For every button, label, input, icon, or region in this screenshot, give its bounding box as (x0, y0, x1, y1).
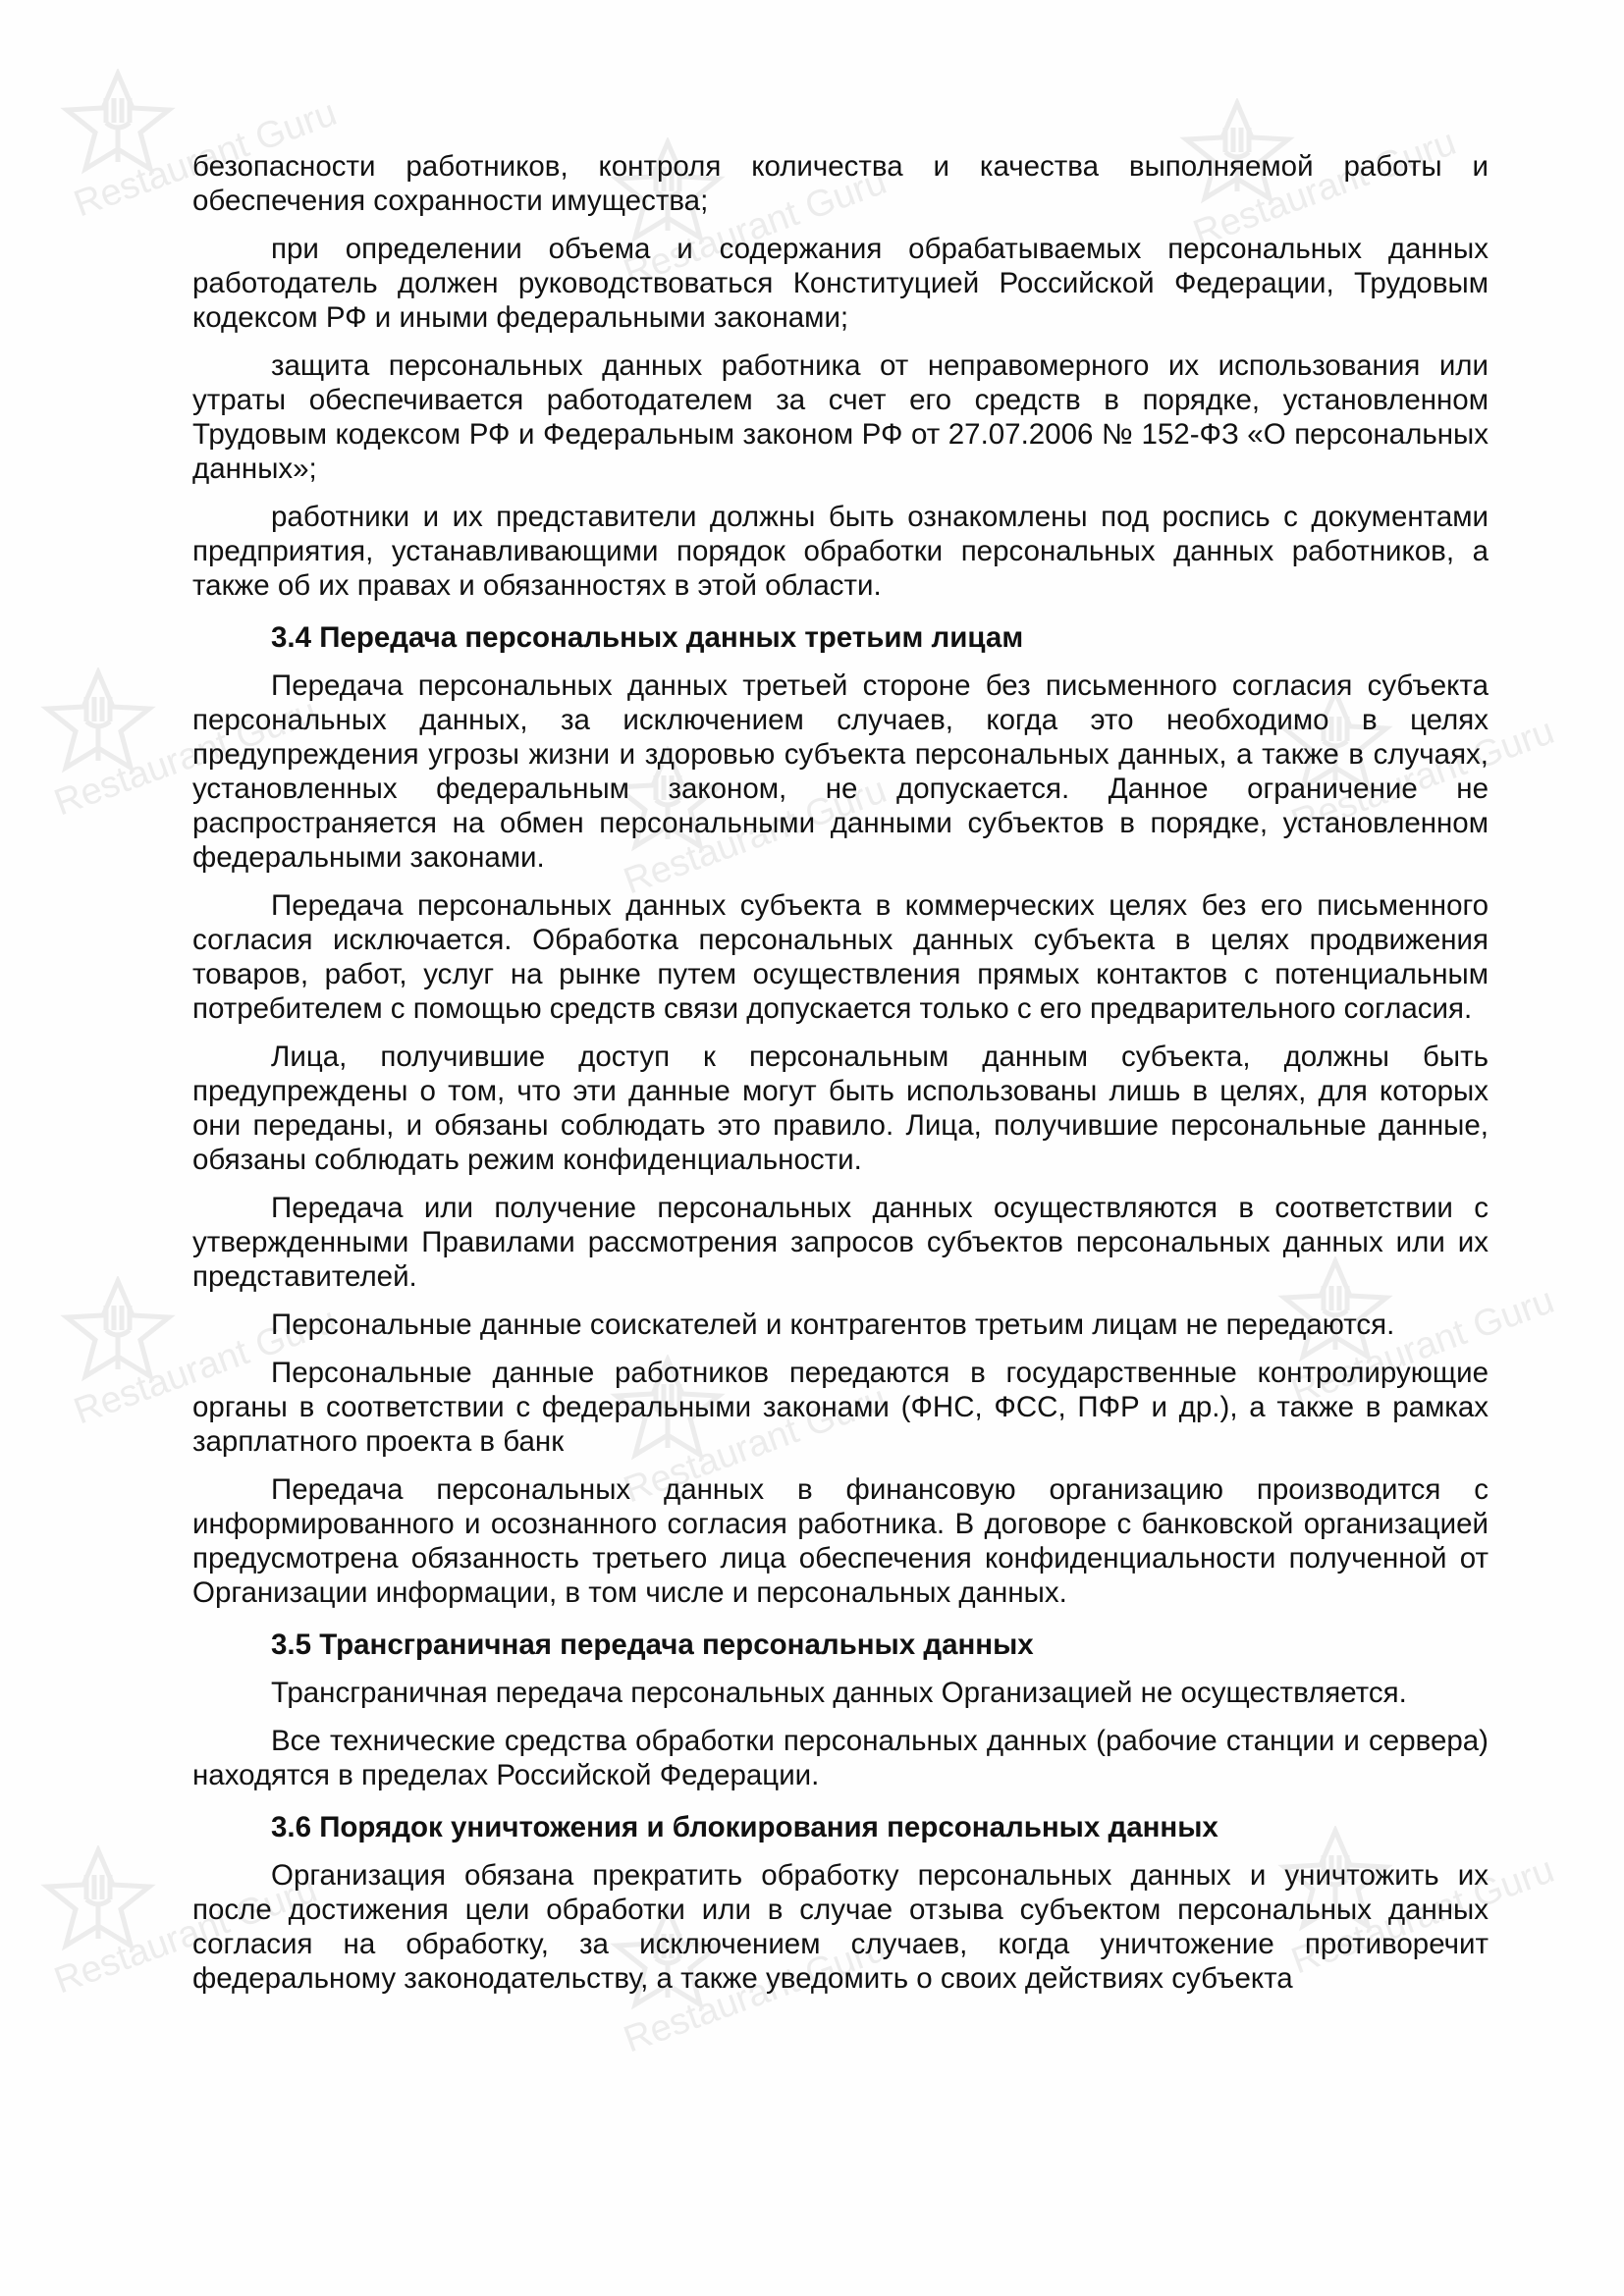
watermark-text: Restaurant Guru (1188, 121, 1462, 255)
watermark-text: Restaurant Guru (49, 690, 323, 825)
watermark-text: Restaurant Guru (1286, 710, 1560, 844)
paragraph: работники и их представители должны быть ознакомлены под роспись с документами предприятия, устанавливающими порядок обработки персональных данных работников, а также об их правах и обязанностях в этой области. (192, 501, 1489, 602)
section-heading-3-4: 3.4 Передача персональных данных третьим лицам (271, 621, 1024, 654)
watermark-text: Restaurant Guru (1286, 1279, 1560, 1414)
watermark-text: Restaurant Guru (69, 1299, 343, 1433)
watermark-text: Restaurant Guru (1286, 1848, 1560, 1983)
paragraph: Передача персональных данных субъекта в коммерческих целях без его письменного согласия исключается. Обработка персональных данных субъекта в целях продвижения товаров, работ, услуг на рынке путем осуществления прямых контактов с потенциальным потребителем с помощью средств связи допускается только с его предварительного согласия. (192, 889, 1489, 1025)
paragraph: Организация обязана прекратить обработку персональных данных и уничтожить их после достижения цели обработки или в случае отзыва субъектом персональных данных согласия на обработку, за исключением случаев, когда уничтожение противоречит федеральному законодательству, а также уведомить о своих действиях субъекта (192, 1859, 1489, 1995)
watermark-text: Restaurant Guru (619, 1377, 893, 1512)
watermark-text: Restaurant Guru (49, 1868, 323, 2002)
fork-star-icon (59, 1276, 177, 1384)
fork-star-icon (39, 1845, 157, 1953)
paragraph: защита персональных данных работника от неправомерного их использования или утраты обеспечивается работодателем за счет его средств в порядке, установленном Трудовым кодексом РФ и Федеральным законом РФ от 27.07.2006 № 152-ФЗ «О персональных данных»; (192, 349, 1489, 485)
paragraph: Лица, получившие доступ к персональным данным субъекта, должны быть предупреждены о том, что эти данные могут быть использованы лишь в целях, для которых они переданы, и обязаны соблюдать это правило. Лица, получившие персональные данные, обязаны соблюдать режим конфиденциальности. (192, 1041, 1489, 1176)
paragraph: Персональные данные работников передаются в государственные контролирующие органы в соответствии с федеральными законами (ФНС, ФСС, ПФР и др.), а также в рамках зарплатного проекта в банк (192, 1357, 1489, 1458)
section-heading-3-5: 3.5 Трансграничная передача персональных данных (271, 1629, 1034, 1661)
fork-star-icon (39, 667, 157, 775)
paragraph: Все технические средства обработки персональных данных (рабочие станции и сервера) находятся в пределах Российской Федерации. (192, 1725, 1489, 1791)
watermark-text: Restaurant Guru (619, 160, 893, 294)
section-heading-3-6: 3.6 Порядок уничтожения и блокирования персональных данных (271, 1811, 1218, 1843)
paragraph: Персональные данные соискателей и контрагентов третьим лицам не передаются. (271, 1308, 1395, 1341)
document-page (192, 149, 1489, 2009)
watermark-text: Restaurant Guru (69, 91, 343, 226)
paragraph: Передача или получение персональных данных осуществляются в соответствии с утвержденными Правилами рассмотрения запросов субъектов персональных данных или их представителей. (192, 1192, 1489, 1293)
paragraph: безопасности работников, контроля количества и качества выполняемой работы и обеспечения сохранности имущества; (192, 150, 1489, 217)
watermark-text: Restaurant Guru (619, 769, 893, 903)
paragraph: Трансграничная передача персональных данных Организацией не осуществляется. (271, 1677, 1407, 1709)
paragraph: Передача персональных данных в финансовую организацию производится с информированного и осознанного согласия работника. В договоре с банковской организацией предусмотрена обязанность третьего лица обеспечения конфиденциальности полученной от Организации информации, в том числе и персональных данных. (192, 1473, 1489, 1609)
fork-star-icon (59, 69, 177, 177)
watermark-text: Restaurant Guru (619, 1927, 893, 2061)
paragraph: Передача персональных данных третьей стороне без письменного согласия субъекта персональных данных, за исключением случаев, когда это необходимо в целях предупреждения угрозы жизни и здоровью субъекта персональных данных, а также в случаях, установленных федеральным законом, не допускается. Данное ограничение не распространяется на обмен персональными данными субъектов в порядке, установленном федеральными законами. (192, 669, 1489, 874)
paragraph: при определении объема и содержания обрабатываемых персональных данных работодатель должен руководствоваться Конституцией Российской Федерации, Трудовым кодексом РФ и иными федеральными законами; (192, 233, 1489, 334)
